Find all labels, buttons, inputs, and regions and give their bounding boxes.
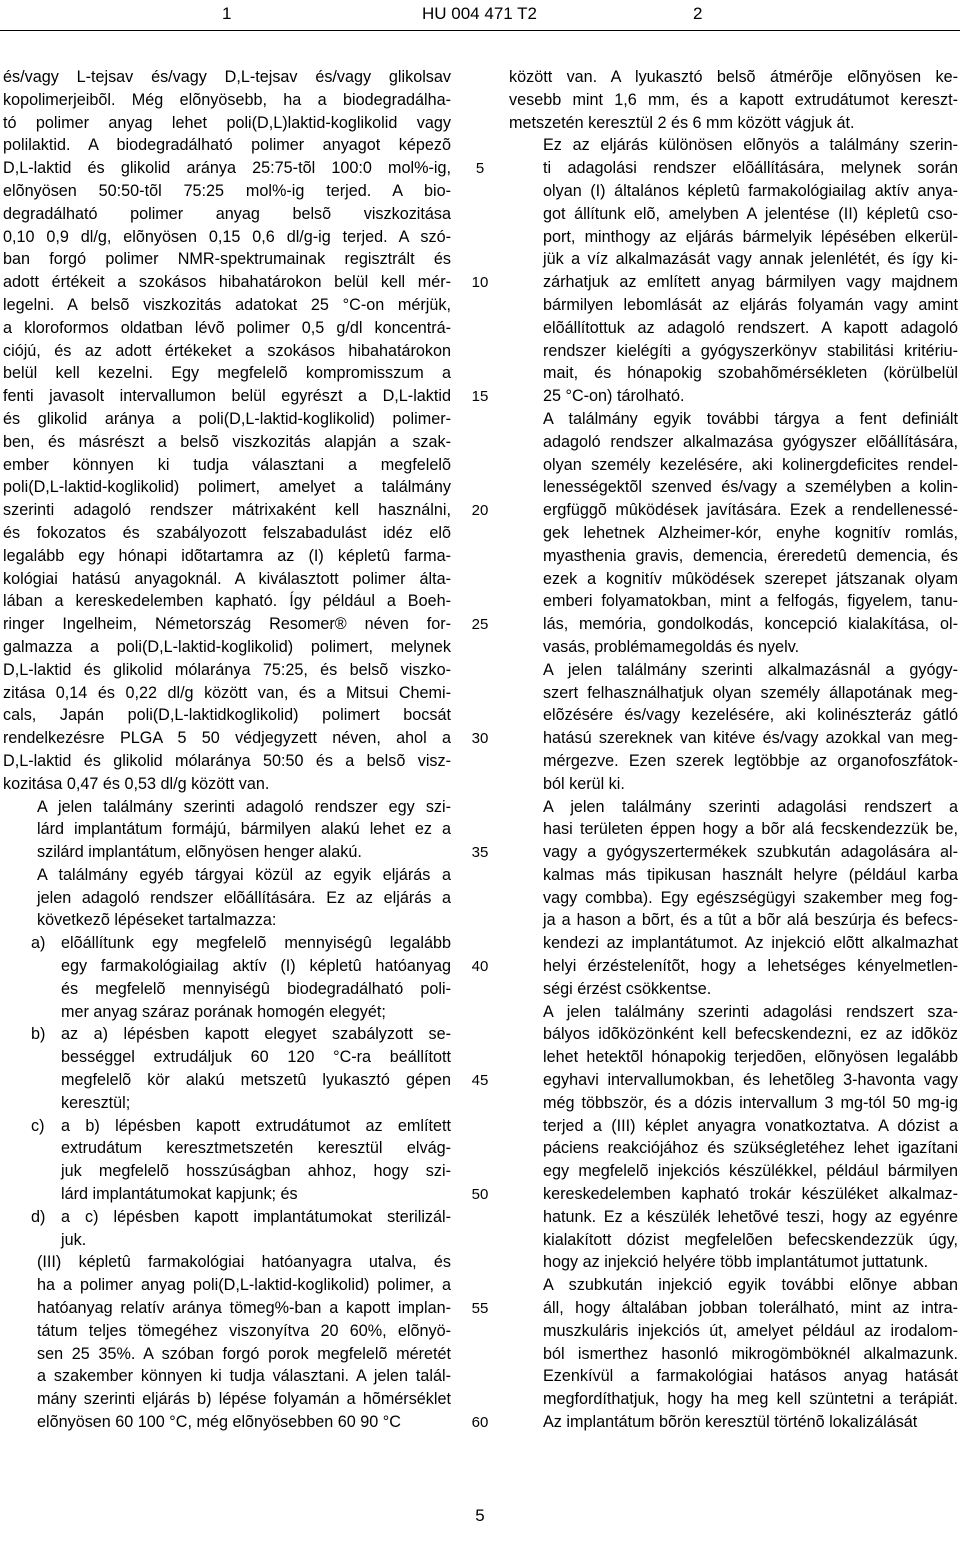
text-line: a szakember könnyen ki tudja választani. A jelen talál- [37,1367,451,1386]
text-line: got állítunk elõ, amelyben A jelentése (II) képletû cso- [543,204,958,223]
text-line: sen 25 35%. A szóban forgó porok megfelelõ méretét [37,1344,451,1363]
text-line: és/vagy L-tejsav és/vagy D,L-tejsav és/vagy glikolsav [3,68,451,86]
step-list [3,932,451,1251]
text-line: belül kell kezelni. Egy megfelelõ kompromisszum a [3,364,451,383]
text-line: ember könnyen ki tudja választani a megfelelõ [3,455,451,474]
text-line: ciójú, és az adott értékeket a szokásos hibahatárokon [3,341,451,360]
line-number: 55 [471,1300,489,1317]
text-line: kozitása 0,47 és 0,53 dl/g között van. [3,774,270,793]
step-item [3,1206,451,1252]
right-paragraph-6 [509,1001,958,1275]
text-line: legelni. A belsõ viszkozitás adatokat 25 °C-on mérjük, [3,295,451,314]
text-line: ergfüggõ mûködések javítására. Ezek a rendellenessé- [543,501,958,520]
text-line: egy farmakológiailag aktív (I) képletû hatóanyag [61,957,451,976]
text-line: ból ismerthez hasonló mikrogömböknél alkalmazunk. [543,1344,958,1363]
text-line: bályos idõközönként kell befecskendezni, ez az idõköz [543,1025,958,1044]
text-line: ból kerül ki. [543,774,625,793]
step-label: b) [31,1025,46,1044]
text-line: A találmány egyik további tárgya a fent definiált [543,409,958,428]
text-line: szerinti adagoló rendszer mátrixaként kell használni, [3,501,451,520]
text-line: cals, Japán poli(D,L-laktidkoglikolid) polimert bocsát [3,706,451,725]
right-paragraph-2 [509,134,958,408]
text-line: hatású szereknek van kitéve és/vagy azokkal van meg- [543,729,958,748]
right-paragraph-5 [509,796,958,1001]
text-line: olyan (I) általános képletû farmakológiailag aktív anya- [543,181,958,200]
text-line: D,L-laktid és glikolid mólaránya 50:50 és a belsõ visz- [3,751,451,770]
text-line: juk. [61,1230,87,1249]
text-line: elõnyösen 60 100 °C, még elõnyösebben 60 90 °C [37,1413,401,1432]
text-line: jelen adagoló rendszer elõállítására. Ez az eljárás a [37,888,451,907]
text-line: (III) képletû farmakológiai hatóanyagra utalva, és [37,1253,451,1272]
text-line: elõnyösen 50:50-tõl 75:25 mol%-ig terjed. A bio- [3,181,451,200]
text-line: A jelen találmány szerinti adagolási rendszert sza- [543,1002,958,1021]
text-line: A jelen találmány szerinti adagolási rendszert a [543,797,958,816]
text-line: tátum teljes tömegéhez viszonyítva 20 60%, elõnyö- [37,1321,451,1340]
text-line: megfelelõ kör alakú metszetû lyukasztó gépen [61,1071,451,1090]
text-line: tó polimer anyag lehet poli(D,L)laktid-koglikolid vagy [3,113,451,132]
header-document-id: HU 004 471 T2 [422,4,537,23]
line-number: 45 [471,1072,489,1089]
text-line: következõ lépéseket tartalmazza: [37,911,277,930]
text-line: fenti javasolt intervallumon belül egyrészt a D,L-laktid [3,387,451,406]
line-number: 20 [471,502,489,519]
step-label: a) [31,934,46,953]
text-line: ha a polimer anyag poli(D,L-laktid-koglikolid) polimer, a [37,1276,451,1295]
text-line: olyan személy kezelésére, aki kolinergdeficites rendel- [543,455,958,474]
text-line: jük a víz alkalmazását vagy annak jelenlétét, és így ki- [543,250,958,269]
text-line: lehet hetektõl hónapokig terjedõen, elõnyösen legalább [543,1048,958,1067]
text-line: kereskedelemben kapható trokár készüléket alkalmaz- [543,1185,958,1204]
text-line: zárhatjuk az említett anyag bármilyen vagy majdnem [543,273,958,292]
text-line: ségi érzést csökkentse. [543,979,712,998]
text-line: juk megfelelõ hosszúságban ahhoz, hogy szi- [61,1162,451,1181]
text-line: vesebb mint 1,6 mm, és a kapott extrudátumot kereszt- [509,90,958,109]
line-number: 10 [471,274,489,291]
text-line: helyi érzéstelenítõt, hogy a lehetséges kényelmetlen- [543,957,958,976]
text-line: port, minthogy az eljárás bármelyik lépésében elkerül- [543,227,958,246]
text-line: adagoló rendszer alkalmazása gyógyszer elõállítására, [543,432,958,451]
left-paragraph-3 [3,864,451,932]
text-line: 0,10 0,9 dl/g, elõnyösen 0,15 0,6 dl/g-ig terjed. A szó- [3,227,451,246]
text-line: muszkuláris injekciós út, amelyet például az irodalom- [543,1321,958,1340]
text-line: emberi folyamatokban, mint a felfogás, figyelem, tanu- [543,592,958,611]
text-line: metszetén keresztül 2 és 6 mm között vágjuk át. [509,113,855,132]
text-line: szilárd implantátum, elõnyösen henger alakú. [37,843,362,862]
left-paragraph-2 [3,796,451,864]
text-line: és fokozatos és szabályozott felszabadulást idéz elõ [3,523,451,542]
text-line: terjed a (III) képlet anyagra vonatkoztatva. A dózist a [543,1116,958,1135]
text-line: kológiai hatású anyagoknál. A kiválasztott polimer álta- [3,569,451,588]
step-label: c) [31,1116,45,1135]
text-line: legalább egy hónapi idõtartamra az (I) képletû farma- [3,546,451,565]
text-line: ban forgó polimer NMR-spektrumainak regisztrált és [3,250,451,269]
text-line: hatóanyag relatív aránya tömeg%-ban a kapott implan- [37,1299,451,1318]
text-line: páciens reakciójához és szükségletéhez lehet igazítani [543,1139,958,1158]
text-line: egy megfelelõ injekciós készülékkel, például bármilyen [543,1162,958,1181]
text-line: poli(D,L-laktid-koglikolid) polimert, amelyet a találmány [3,478,451,497]
text-line: lás, memória, gondolkodás, koncepció kialakítása, ol- [543,615,958,634]
text-line: A jelen találmány szerinti adagoló rendszer egy szi- [37,797,451,816]
text-line: lában a kereskedelemben kapható. Így például a Boeh- [3,592,451,611]
right-paragraph-7 [509,1274,958,1434]
header-left-page-number: 1 [222,4,232,23]
text-line: kendezi az implantátumot. Az injekció elõtt alkalmazhat [543,934,958,953]
step-item [3,1115,451,1206]
left-paragraph-1 [3,66,451,796]
text-line: vagy combba). Egy egészségügyi szakember meg fog- [543,888,958,907]
text-line: kialakított dózist megfelelõen befecskendezzük úgy, [543,1230,958,1249]
text-line: rendszer kielégíti a gyógyszerkönyv stabilitási kritériu- [543,341,958,360]
step-item [3,1023,451,1114]
left-column [3,66,451,1434]
line-number: 60 [471,1414,489,1431]
text-line: mer anyag száraz porának homogén elegyét; [61,1002,386,1021]
text-line: szert felhasználhatjuk olyan személy állapotának meg- [543,683,958,702]
text-line: kopolimerjeibõl. Még elõnyösebb, ha a biodegradálha- [3,90,451,109]
line-number: 5 [475,160,485,177]
text-line: vagy a gyógyszertermékek szubkután adagolására al- [543,843,958,862]
text-line: Ez az eljárás különösen elõnyös a találmány szerin- [543,136,958,155]
text-line: ben, és másrészt a belsõ viszkozitás alapján a szak- [3,432,451,451]
text-line: között van. A lyukasztó belsõ átmérõje elõnyösen ke- [509,68,958,86]
text-line: és glikolid aránya a poli(D,L-laktid-koglikolid) polimer- [3,409,451,428]
text-line: hogy az injekció helyére több implantátumot juttatunk. [543,1253,929,1272]
line-number: 15 [471,388,489,405]
text-line: az a) lépésben kapott elegyet szabályzott se- [61,1025,451,1044]
text-line: myasthenia gravis, demencia, éreredetû demencia, és [543,546,958,565]
text-line: 25 °C-on) tárolható. [543,387,685,406]
text-line: még többször, és a dózis intervallum 3 mg-tól 50 mg-ig [543,1093,958,1112]
line-number: 35 [471,844,489,861]
text-line: A találmány egyéb tárgyai közül az egyik eljárás a [37,865,451,884]
text-line: ezek a kognitív mûködések szerepet játszanak olyam [543,569,958,588]
text-line: a kloroformos oldatban lévõ polimer 0,5 g/dl koncentrá- [3,318,451,337]
right-paragraph-1 [509,66,958,134]
text-line: D,L-laktid és glikolid mólaránya 75:25, és belsõ viszko- [3,660,451,679]
text-line: ti adagolási rendszer elõállítására, melynek során [543,159,958,178]
header-rule [0,30,960,31]
text-line: D,L-laktid és glikolid aránya 25:75-tõl 100:0 mol%-ig, [3,159,451,178]
text-line: gek lehetnek Alzheimer-kór, enyhe kognitív romlás, [543,523,958,542]
text-line: áll, hogy általában jobban tolerálható, mint az intra- [543,1299,958,1318]
text-line: lenességektõl szenved és/vagy a személyben a kolin- [543,478,958,497]
text-line: lárd implantátum formájú, bármilyen alakú lehet ez a [37,820,451,839]
line-number: 40 [471,958,489,975]
text-line: bármilyen lebomlását az eljárás folyamán vagy amint [543,295,958,314]
right-paragraph-4 [509,659,958,796]
header-right-page-number: 2 [693,4,703,23]
text-line: a b) lépésben kapott extrudátumot az említett [61,1116,451,1135]
line-number: 50 [471,1186,489,1203]
text-line: vasás, problémamegoldás és nyelv. [543,637,800,656]
text-line: zitása 0,14 és 0,22 dl/g között van, és a Mitsui Chemi- [3,683,451,702]
text-line: A szubkután injekció egyik további elõnye abban [543,1276,958,1295]
text-line: és megfelelõ mennyiségû biodegradálható poli- [61,979,451,998]
page-number: 5 [475,1506,485,1525]
text-line: megfordíthatjuk, hogy ha meg kell szüntetni a terápiát. [543,1390,958,1409]
text-line: keresztül; [61,1093,131,1112]
text-line: hasi területen éppen hogy a bõr alá fecskendezzük be, [543,820,958,839]
line-number: 25 [471,616,489,633]
line-number: 30 [471,730,489,747]
text-line: A jelen találmány szerinti alkalmazásnál a gyógy- [543,660,958,679]
text-line: galmazza a poli(D,L-laktid-koglikolid) polimert, melynek [3,637,451,656]
right-column [509,66,958,1434]
text-line: bességgel extrudáljuk 60 120 °C-ra beállított [61,1048,451,1067]
text-line: elõzésére és/vagy kezelésére, aki kolinészteráz gátló [543,706,958,725]
text-line: mait, és hónapokig szobahõmérsékleten (körülbelül [543,364,958,383]
step-item [3,932,451,1023]
text-line: a c) lépésben kapott implantátumokat sterilizál- [61,1207,451,1226]
text-line: polilaktid. A biodegradálható polimer anyagot képezõ [3,136,451,155]
text-line: degradálható polimer anyag belsõ viszkozitása [3,204,451,223]
text-line: lárd implantátumokat kapjunk; és [61,1185,298,1204]
text-line: hatunk. Ez a készülék lehetõvé teszi, hogy az egyénre [543,1207,958,1226]
text-line: Az implantátum bõrön keresztül történõ lokalizálását [543,1413,918,1432]
step-label: d) [31,1207,46,1226]
right-paragraph-3 [509,408,958,659]
text-line: egyhavi intervallumokban, és lehetõleg 3-havonta vagy [543,1071,958,1090]
text-line: elõállítottuk az adagoló rendszert. A kapott adagoló [543,318,958,337]
text-line: mány szerinti eljárás b) lépése folyamán a hõmérséklet [37,1390,451,1409]
text-line: mérgezve. Ezen szerek legtöbbje az organofoszfátok- [543,751,958,770]
left-paragraph-4 [3,1251,451,1433]
text-line: rendelkezésre PLGA 5 50 védjegyzett néven, ahol a [3,729,451,748]
text-line: ringer Ingelheim, Németország Resomer® néven for- [3,615,451,634]
text-line: elõállítunk egy megfelelõ mennyiségû legalább [61,934,451,953]
text-line: adott értékeit a szokásos hibahatárokon belül kell mér- [3,273,451,292]
text-line: ja a hason a bõrt, és a tût a bõr alá beszúrja és befecs- [543,911,958,930]
text-line: Ezenkívül a farmakológiai hatásos anyag hatását [543,1367,958,1386]
text-line: kalmas más tipikusan használt helyre (például karba [543,865,958,884]
text-line: extrudátum keresztmetszetén keresztül elvág- [61,1139,451,1158]
